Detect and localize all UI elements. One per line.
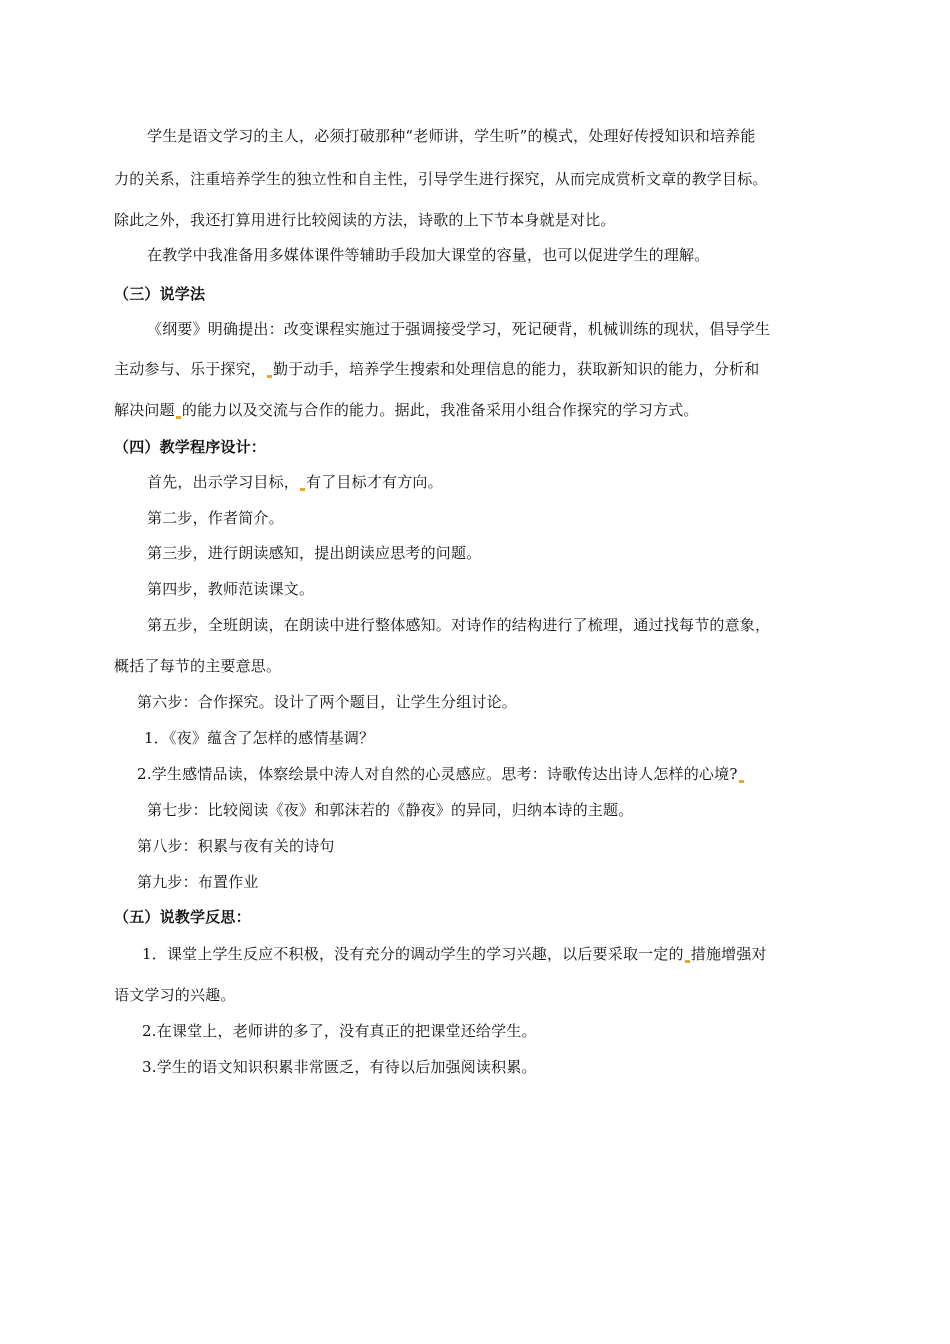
- paragraph-1-line-1: 学生是语文学习的主人，必须打破那种“老师讲，学生听”的模式，处理好传授知识和培养能: [147, 127, 756, 145]
- edit-mark: [739, 780, 744, 783]
- text-segment: 措施增强对: [690, 945, 767, 963]
- text-segment: 有了目标才有方向。: [306, 473, 443, 491]
- reflection-1-line-2: 语文学习的兴趣。: [114, 986, 236, 1004]
- reflection-3: 3.学生的语文知识积累非常匮乏，有待以后加强阅读积累。: [142, 1058, 537, 1076]
- paragraph-3-line-3: [114, 400, 699, 420]
- paragraph-3-line-2: [114, 359, 759, 379]
- text-segment: 解决问题: [114, 401, 175, 419]
- edit-mark: [685, 960, 690, 963]
- section-heading-3: （三）说学法: [114, 285, 206, 303]
- question-1: 1．《夜》蕴含了怎样的感情基调？: [144, 729, 375, 747]
- edit-mark: [300, 488, 305, 491]
- step-1: [147, 472, 443, 492]
- text-segment: 1．课堂上学生反应不积极，没有充分的调动学生的学习兴趣，以后要采取一定的: [142, 945, 684, 963]
- paragraph-1-line-3: 除此之外，我还打算用进行比较阅读的方法，诗歌的上下节本身就是对比。: [114, 211, 616, 229]
- text-segment: 的能力以及交流与合作的能力。据此，我准备采用小组合作探究的学习方式。: [181, 401, 699, 419]
- step-4: 第四步，教师范读课文。: [147, 580, 315, 598]
- text-segment: 主动参与、乐于探究，: [114, 360, 267, 378]
- section-heading-4: （四）教学程序设计：: [114, 438, 267, 456]
- edit-mark: [176, 416, 181, 419]
- edit-mark: [267, 375, 272, 378]
- step-2: 第二步，作者简介。: [147, 509, 284, 527]
- paragraph-1-line-2: 力的关系，注重培养学生的独立性和自主性，引导学生进行探究，从而完成赏析文章的教学目标。: [114, 170, 768, 188]
- paragraph-3-line-1: 《纲要》明确提出：改变课程实施过于强调接受学习，死记硬背，机械训练的现状，倡导学生: [147, 320, 771, 338]
- reflection-1-line-1: [142, 944, 767, 964]
- reflection-2: 2.在课堂上，老师讲的多了，没有真正的把课堂还给学生。: [142, 1022, 537, 1040]
- text-segment: 勤于动手，培养学生搜索和处理信息的能力，获取新知识的能力，分析和: [273, 360, 760, 378]
- step-9: 第九步：布置作业: [137, 873, 259, 891]
- paragraph-2: 在教学中我准备用多媒体课件等辅助手段加大课堂的容量，也可以促进学生的理解。: [147, 246, 710, 264]
- question-2: [137, 764, 745, 784]
- text-segment: 首先，出示学习目标，: [147, 473, 300, 491]
- step-6: 第六步：合作探究。设计了两个题目，让学生分组讨论。: [137, 693, 518, 711]
- step-5-line-1: 第五步，全班朗读，在朗读中进行整体感知。对诗作的结构进行了梳理，通过找每节的意象，: [147, 616, 771, 634]
- step-5-line-2: 概括了每节的主要意思。: [114, 657, 282, 675]
- section-heading-5: （五）说教学反思：: [114, 908, 251, 926]
- step-7: 第七步：比较阅读《夜》和郭沫若的《静夜》的异同，归纳本诗的主题。: [147, 801, 634, 819]
- step-3: 第三步，进行朗读感知，提出朗读应思考的问题。: [147, 544, 482, 562]
- step-8: 第八步：积累与夜有关的诗句: [137, 837, 335, 855]
- text-segment: 2.学生感情品读，体察绘景中涛人对自然的心灵感应。思考：诗歌传达出诗人怎样的心境?: [137, 765, 738, 783]
